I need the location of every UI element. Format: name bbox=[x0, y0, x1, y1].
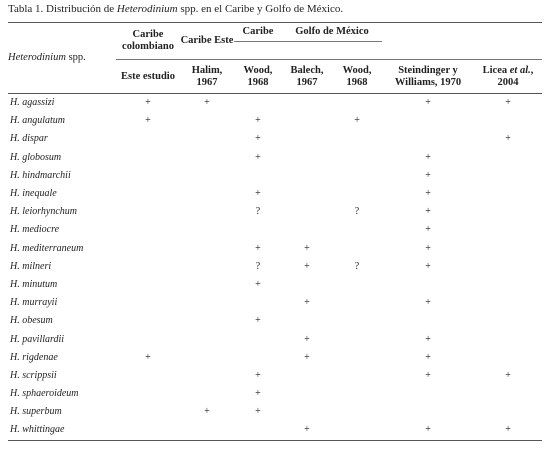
presence-cell bbox=[474, 312, 542, 330]
species-header-genus: Heterodinium bbox=[8, 52, 66, 63]
presence-cell bbox=[116, 240, 180, 258]
presence-cell: + bbox=[505, 97, 511, 109]
table-row bbox=[8, 367, 542, 385]
table-row bbox=[8, 330, 542, 348]
table-row bbox=[8, 149, 542, 167]
presence-cell: + bbox=[304, 297, 310, 309]
presence-cell: + bbox=[255, 278, 261, 290]
presence-cell: + bbox=[255, 406, 261, 418]
table-row bbox=[8, 167, 542, 185]
species-name: H. sphaeroideum bbox=[10, 388, 79, 400]
presence-cell: + bbox=[282, 421, 332, 440]
presence-cell: + bbox=[204, 406, 210, 418]
presence-cell: + bbox=[304, 260, 310, 272]
presence-cell bbox=[332, 221, 382, 239]
table-row bbox=[8, 258, 542, 276]
presence-cell bbox=[180, 421, 234, 440]
species-name: H. superbum bbox=[10, 406, 62, 418]
presence-cell bbox=[332, 167, 382, 185]
subheader-steindinger-williams-1970: Steindinger y Williams, 1970 bbox=[394, 64, 462, 88]
presence-cell: + bbox=[255, 242, 261, 254]
subheader-wood-1968-golfo: Wood, 1968 bbox=[342, 64, 372, 88]
species-name: H. rigdenae bbox=[10, 351, 58, 363]
presence-cell bbox=[180, 167, 234, 185]
group-caribe-este-header: Caribe Este bbox=[180, 23, 234, 60]
species-name: H. whittingae bbox=[8, 421, 116, 440]
presence-cell: + bbox=[145, 115, 151, 127]
presence-cell bbox=[116, 312, 180, 330]
caption-prefix: Tabla 1. Distribución de bbox=[8, 3, 117, 15]
presence-cell bbox=[282, 149, 332, 167]
presence-cell bbox=[234, 167, 282, 185]
table-row bbox=[8, 240, 542, 258]
presence-cell: ? bbox=[255, 260, 261, 272]
species-name: H. scrippsii bbox=[10, 369, 57, 381]
presence-cell: + bbox=[145, 97, 151, 109]
presence-cell bbox=[116, 203, 180, 221]
presence-cell: + bbox=[145, 351, 151, 363]
presence-cell: + bbox=[354, 115, 360, 127]
presence-cell: ? bbox=[354, 260, 360, 272]
presence-cell: + bbox=[425, 97, 431, 109]
table-caption bbox=[8, 3, 343, 15]
presence-cell bbox=[282, 203, 332, 221]
table-row bbox=[8, 185, 542, 203]
presence-cell: + bbox=[255, 388, 261, 400]
presence-cell bbox=[180, 294, 234, 312]
presence-cell bbox=[332, 185, 382, 203]
table-row bbox=[8, 403, 542, 421]
subheader-este-estudio: Este estudio bbox=[121, 70, 175, 82]
species-name: H. obesum bbox=[10, 315, 53, 327]
presence-cell bbox=[234, 294, 282, 312]
presence-cell bbox=[474, 167, 542, 185]
presence-cell: + bbox=[425, 206, 431, 218]
presence-cell bbox=[282, 276, 332, 294]
presence-cell bbox=[474, 185, 542, 203]
presence-cell: + bbox=[425, 333, 431, 345]
presence-cell bbox=[180, 112, 234, 130]
presence-cell bbox=[332, 294, 382, 312]
presence-cell: + bbox=[425, 169, 431, 181]
table-row bbox=[8, 112, 542, 130]
caption-genus: Heterodinium bbox=[116, 3, 178, 15]
table-row bbox=[8, 130, 542, 148]
presence-cell bbox=[382, 312, 474, 330]
spacer bbox=[474, 42, 542, 60]
presence-cell bbox=[116, 403, 180, 421]
table-body bbox=[8, 94, 542, 441]
presence-cell: + bbox=[304, 242, 310, 254]
presence-cell bbox=[180, 185, 234, 203]
presence-cell bbox=[332, 130, 382, 148]
presence-cell bbox=[474, 403, 542, 421]
presence-cell bbox=[180, 385, 234, 403]
species-name: H. mediterraneum bbox=[10, 242, 84, 254]
presence-cell bbox=[382, 130, 474, 148]
presence-cell bbox=[282, 167, 332, 185]
presence-cell: + bbox=[204, 97, 210, 109]
presence-cell: + bbox=[255, 369, 261, 381]
presence-cell bbox=[474, 240, 542, 258]
presence-cell bbox=[234, 349, 282, 367]
presence-cell bbox=[382, 385, 474, 403]
presence-cell bbox=[180, 240, 234, 258]
presence-cell bbox=[116, 258, 180, 276]
licea-author: Licea et al., bbox=[482, 64, 534, 76]
presence-cell: + bbox=[255, 188, 261, 200]
presence-cell bbox=[180, 330, 234, 348]
table-row bbox=[8, 385, 542, 403]
presence-cell bbox=[332, 330, 382, 348]
presence-cell: + bbox=[425, 351, 431, 363]
species-name: H. pavillardii bbox=[10, 333, 65, 345]
presence-cell bbox=[332, 385, 382, 403]
presence-cell bbox=[282, 385, 332, 403]
presence-cell: + bbox=[425, 151, 431, 163]
presence-cell bbox=[234, 330, 282, 348]
presence-cell: + bbox=[425, 260, 431, 272]
presence-cell bbox=[180, 349, 234, 367]
presence-cell bbox=[116, 294, 180, 312]
presence-cell bbox=[382, 276, 474, 294]
presence-cell bbox=[474, 258, 542, 276]
presence-cell bbox=[116, 149, 180, 167]
presence-cell bbox=[282, 403, 332, 421]
presence-cell bbox=[474, 294, 542, 312]
presence-cell bbox=[474, 276, 542, 294]
presence-cell bbox=[234, 221, 282, 239]
presence-cell: + bbox=[425, 242, 431, 254]
presence-cell bbox=[180, 276, 234, 294]
presence-cell bbox=[282, 94, 332, 113]
species-name: H. agassizi bbox=[10, 97, 55, 109]
presence-cell bbox=[382, 403, 474, 421]
licea-year: 2004 bbox=[497, 76, 519, 88]
presence-cell bbox=[180, 149, 234, 167]
species-name: H. globosum bbox=[10, 151, 62, 163]
spacer bbox=[234, 42, 282, 60]
presence-cell bbox=[116, 130, 180, 148]
presence-cell: + bbox=[255, 151, 261, 163]
presence-cell bbox=[474, 149, 542, 167]
presence-cell: + bbox=[304, 351, 310, 363]
presence-cell bbox=[180, 203, 234, 221]
presence-cell: + bbox=[382, 421, 474, 440]
presence-cell bbox=[332, 349, 382, 367]
presence-cell bbox=[332, 240, 382, 258]
presence-cell: + bbox=[505, 369, 511, 381]
species-name: H. mediocre bbox=[10, 224, 60, 236]
presence-cell bbox=[180, 130, 234, 148]
presence-cell bbox=[282, 367, 332, 385]
presence-cell bbox=[116, 385, 180, 403]
presence-cell: + bbox=[255, 115, 261, 127]
presence-cell bbox=[116, 276, 180, 294]
presence-cell bbox=[180, 258, 234, 276]
presence-cell bbox=[116, 330, 180, 348]
species-name: H. leiorhynchum bbox=[10, 206, 78, 218]
presence-cell bbox=[474, 203, 542, 221]
table-row bbox=[8, 349, 542, 367]
presence-cell bbox=[282, 221, 332, 239]
species-name: H. hindmarchii bbox=[10, 169, 71, 181]
presence-cell bbox=[234, 421, 282, 440]
table-row bbox=[8, 94, 542, 113]
presence-cell bbox=[116, 421, 180, 440]
presence-cell bbox=[180, 367, 234, 385]
presence-cell: + bbox=[425, 297, 431, 309]
subheader-wood-1968-caribe: Wood, 1968 bbox=[243, 64, 273, 88]
presence-cell bbox=[180, 221, 234, 239]
presence-cell bbox=[116, 367, 180, 385]
presence-cell bbox=[116, 185, 180, 203]
presence-cell: + bbox=[425, 188, 431, 200]
spacer bbox=[332, 42, 382, 60]
spacer bbox=[282, 42, 332, 60]
presence-cell bbox=[282, 130, 332, 148]
presence-cell: + bbox=[505, 133, 511, 145]
table-row bbox=[8, 276, 542, 294]
presence-cell: + bbox=[474, 421, 542, 440]
table-row bbox=[8, 421, 542, 440]
table-row bbox=[8, 203, 542, 221]
presence-cell bbox=[116, 221, 180, 239]
presence-cell bbox=[332, 403, 382, 421]
presence-cell bbox=[332, 367, 382, 385]
presence-cell bbox=[474, 330, 542, 348]
caption-suffix: spp. en el Caribe y Golfo de México. bbox=[177, 3, 344, 15]
presence-cell bbox=[332, 276, 382, 294]
presence-cell bbox=[382, 112, 474, 130]
presence-cell bbox=[282, 312, 332, 330]
presence-cell bbox=[180, 312, 234, 330]
presence-cell bbox=[474, 112, 542, 130]
presence-cell: + bbox=[304, 333, 310, 345]
distribution-table bbox=[8, 22, 542, 441]
subheader-balech-1967: Balech, 1967 bbox=[290, 64, 324, 88]
presence-cell: + bbox=[425, 369, 431, 381]
presence-cell bbox=[234, 94, 282, 113]
presence-cell: + bbox=[255, 133, 261, 145]
presence-cell bbox=[116, 167, 180, 185]
presence-cell bbox=[332, 94, 382, 113]
species-name: H. dispar bbox=[10, 133, 48, 145]
species-name: H. minutum bbox=[10, 278, 58, 290]
presence-cell bbox=[474, 221, 542, 239]
presence-cell bbox=[332, 312, 382, 330]
presence-cell bbox=[474, 349, 542, 367]
species-name: H. inequale bbox=[10, 188, 57, 200]
group-caribe-header: Caribe bbox=[234, 23, 282, 42]
presence-cell bbox=[282, 185, 332, 203]
presence-cell bbox=[332, 149, 382, 167]
subheader-halim-1967: Halim, 1967 bbox=[191, 64, 223, 88]
spacer bbox=[382, 42, 474, 60]
presence-cell: + bbox=[425, 224, 431, 236]
presence-cell: ? bbox=[255, 206, 261, 218]
species-name: H. milneri bbox=[10, 260, 52, 272]
group-golfo-extension bbox=[382, 23, 542, 42]
presence-cell: ? bbox=[354, 206, 360, 218]
group-caribe-colombiano-header: Caribe colombiano bbox=[116, 23, 180, 60]
presence-cell: + bbox=[255, 315, 261, 327]
species-column-header bbox=[8, 23, 116, 94]
species-header-spp: spp. bbox=[65, 52, 86, 63]
subheader-licea-2004 bbox=[474, 60, 542, 94]
presence-cell bbox=[474, 385, 542, 403]
species-name: H. angulatum bbox=[10, 115, 65, 127]
table-row bbox=[8, 312, 542, 330]
presence-cell bbox=[332, 421, 382, 440]
table-row bbox=[8, 221, 542, 239]
table-row bbox=[8, 294, 542, 312]
group-golfo-header: Golfo de México bbox=[282, 23, 382, 42]
species-name: H. murrayii bbox=[10, 297, 58, 309]
presence-cell bbox=[282, 112, 332, 130]
